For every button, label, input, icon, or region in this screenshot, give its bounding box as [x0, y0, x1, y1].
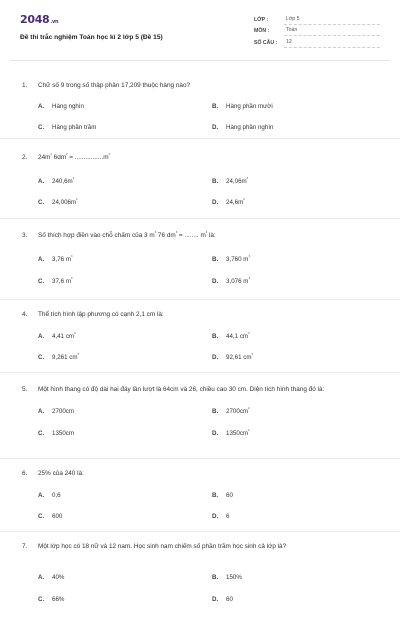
logo-text: 2048 [20, 13, 50, 26]
meta-label: SỐ CÂU : [254, 39, 278, 46]
option-a[interactable] [38, 574, 64, 581]
exam-title: Đề thi trắc nghiệm Toán học kì 2 lớp 5 (Đề 15) [20, 34, 163, 41]
option-text: 4,41 $cm^{^3}$ [52, 330, 76, 340]
option-d[interactable] [212, 275, 250, 285]
option-letter: A. [38, 574, 45, 581]
question-5 [0, 373, 400, 459]
option-letter: C. [38, 430, 45, 437]
meta-row-count [254, 36, 380, 48]
option-text: 92,61 $cm^{^3}$ [226, 351, 253, 361]
question-list [0, 61, 400, 622]
option-text: 44,1 $cm^{^3}$ [226, 330, 250, 340]
option-text: 600 [52, 513, 63, 520]
option-c[interactable] [38, 124, 96, 131]
option-b[interactable] [212, 492, 233, 499]
option-letter: A. [38, 333, 45, 340]
option-d[interactable] [212, 513, 229, 520]
option-letter: B. [212, 256, 219, 263]
option-a[interactable] [38, 253, 73, 263]
question-4 [0, 300, 400, 373]
option-c[interactable] [38, 196, 78, 206]
option-text: $24,6m^{^2}$ [226, 196, 245, 206]
meta-value: Toán [284, 27, 380, 36]
option-b[interactable] [212, 175, 249, 185]
option-letter: B. [212, 408, 219, 415]
question-stem [22, 542, 384, 551]
question-stem [22, 469, 384, 478]
option-letter: A. [38, 103, 45, 110]
question-stem [22, 310, 384, 319]
option-letter: D. [212, 278, 219, 285]
option-letter: A. [38, 492, 45, 499]
option-a[interactable] [38, 408, 74, 415]
exam-header [0, 0, 400, 56]
option-letter: B. [212, 178, 219, 185]
option-text: Hàng phần mười [226, 103, 273, 110]
question-text: Số thích hợp điền vào chỗ chấm của 3 $m^{^3}$ 76 $dm^{^3}$ = ........ $m^{^3}$ là: [38, 229, 216, 239]
option-b[interactable] [212, 253, 250, 263]
option-c[interactable] [38, 351, 79, 361]
option-letter: D. [212, 124, 219, 131]
meta-label: LỚP : [254, 16, 269, 23]
meta-label: MÔN : [254, 28, 270, 34]
question-text: Một lớp học có 18 nữ và 12 nam. Học sinh nam chiếm số phần trăm học sinh cả lớp là? [38, 543, 287, 550]
question-number: 3. [22, 232, 28, 239]
option-letter: A. [38, 178, 45, 185]
question-stem [22, 231, 384, 240]
question-text: 25% của 240 là: [38, 470, 84, 477]
question-number: 5. [22, 386, 28, 393]
question-text: Một hình thang có độ dài hai đáy lần lượt là 64cm và 26, chiều cao 30 cm. Diện tích hình thang đó là: [38, 386, 325, 393]
option-text: $24,06m^{^2}$ [226, 175, 249, 185]
question-text: Thể tích hình lập phương có cạnh 2,1 cm là: [38, 311, 164, 318]
option-text: 3,076 $m^{^3}$ [226, 275, 250, 285]
option-a[interactable] [38, 103, 84, 110]
option-text: 9,261 $cm^{^3}$ [52, 351, 79, 361]
option-letter: A. [38, 256, 45, 263]
question-text: Chữ số 9 trong số thập phân 17,209 thuộc hàng nào? [38, 82, 191, 89]
option-letter: C. [38, 513, 45, 520]
option-a[interactable] [38, 330, 76, 340]
option-c[interactable] [38, 430, 74, 437]
option-text: 37,6 $m^{^3}$ [52, 275, 73, 285]
option-text: 3,760 $m^{^3}$ [226, 253, 250, 263]
option-b[interactable] [212, 574, 242, 581]
option-letter: D. [212, 430, 219, 437]
option-c[interactable] [38, 275, 73, 285]
option-letter: C. [38, 124, 45, 131]
option-text: 6 [226, 513, 230, 520]
question-stem [22, 385, 384, 394]
option-text: 40% [52, 574, 65, 581]
question-1 [0, 61, 400, 139]
option-d[interactable] [212, 196, 245, 206]
question-text: $24m^{^2}$ $6dm^{^2} = ................m^{^2}$ [38, 151, 111, 161]
question-stem [22, 153, 384, 162]
meta-row-class [254, 13, 380, 25]
meta-row-subject [254, 25, 380, 37]
option-c[interactable] [38, 513, 62, 520]
question-3 [0, 219, 400, 300]
option-text: Hàng nghìn [52, 103, 84, 110]
option-text: 2700cm [52, 408, 75, 415]
option-a[interactable] [38, 492, 61, 499]
option-letter: C. [38, 199, 45, 206]
meta-value: Lớp 5 [284, 16, 380, 25]
logo-suffix: .vn [50, 19, 59, 25]
option-letter: C. [38, 596, 45, 603]
question-number: 1. [22, 82, 28, 89]
option-b[interactable] [212, 405, 250, 415]
option-text: 60 [226, 492, 233, 499]
option-letter: C. [38, 278, 45, 285]
option-letter: D. [212, 354, 219, 361]
option-d[interactable] [212, 427, 250, 437]
option-letter: B. [212, 333, 219, 340]
option-text: Hàng phần nghìn [226, 124, 274, 131]
option-letter: A. [38, 408, 45, 415]
option-b[interactable] [212, 330, 250, 340]
option-text: Hàng phần trăm [52, 124, 97, 131]
option-b[interactable] [212, 103, 273, 110]
question-2 [0, 139, 400, 219]
option-text: 0,6 [52, 492, 61, 499]
option-text: 66% [52, 596, 65, 603]
question-number: 4. [22, 311, 28, 318]
question-6 [0, 459, 400, 532]
option-d[interactable] [212, 124, 273, 131]
option-text: 60 [226, 596, 233, 603]
question-stem [22, 81, 384, 90]
option-text: 1350cm [52, 430, 75, 437]
option-letter: D. [212, 513, 219, 520]
question-number: 6. [22, 470, 28, 477]
question-7 [0, 532, 400, 622]
option-letter: C. [38, 354, 45, 361]
option-d[interactable] [212, 351, 253, 361]
option-text: 3,76 $m^{^3}$ [52, 253, 73, 263]
option-letter: D. [212, 199, 219, 206]
option-text: $24,006m^{^2}$ [52, 196, 78, 206]
option-text: 150% [226, 574, 242, 581]
option-a[interactable] [38, 175, 75, 185]
exam-meta [254, 13, 380, 48]
question-number: 7. [22, 543, 28, 550]
option-text: $2700cm^{^2}$ [226, 405, 250, 415]
option-text: $1350cm^{^2}$ [226, 427, 250, 437]
option-text: $240,6m^{^2}$ [52, 175, 75, 185]
option-letter: D. [212, 596, 219, 603]
question-number: 2. [22, 154, 28, 161]
option-letter: B. [212, 574, 219, 581]
meta-value: 12 [284, 39, 380, 48]
option-letter: B. [212, 492, 219, 499]
option-letter: B. [212, 103, 219, 110]
